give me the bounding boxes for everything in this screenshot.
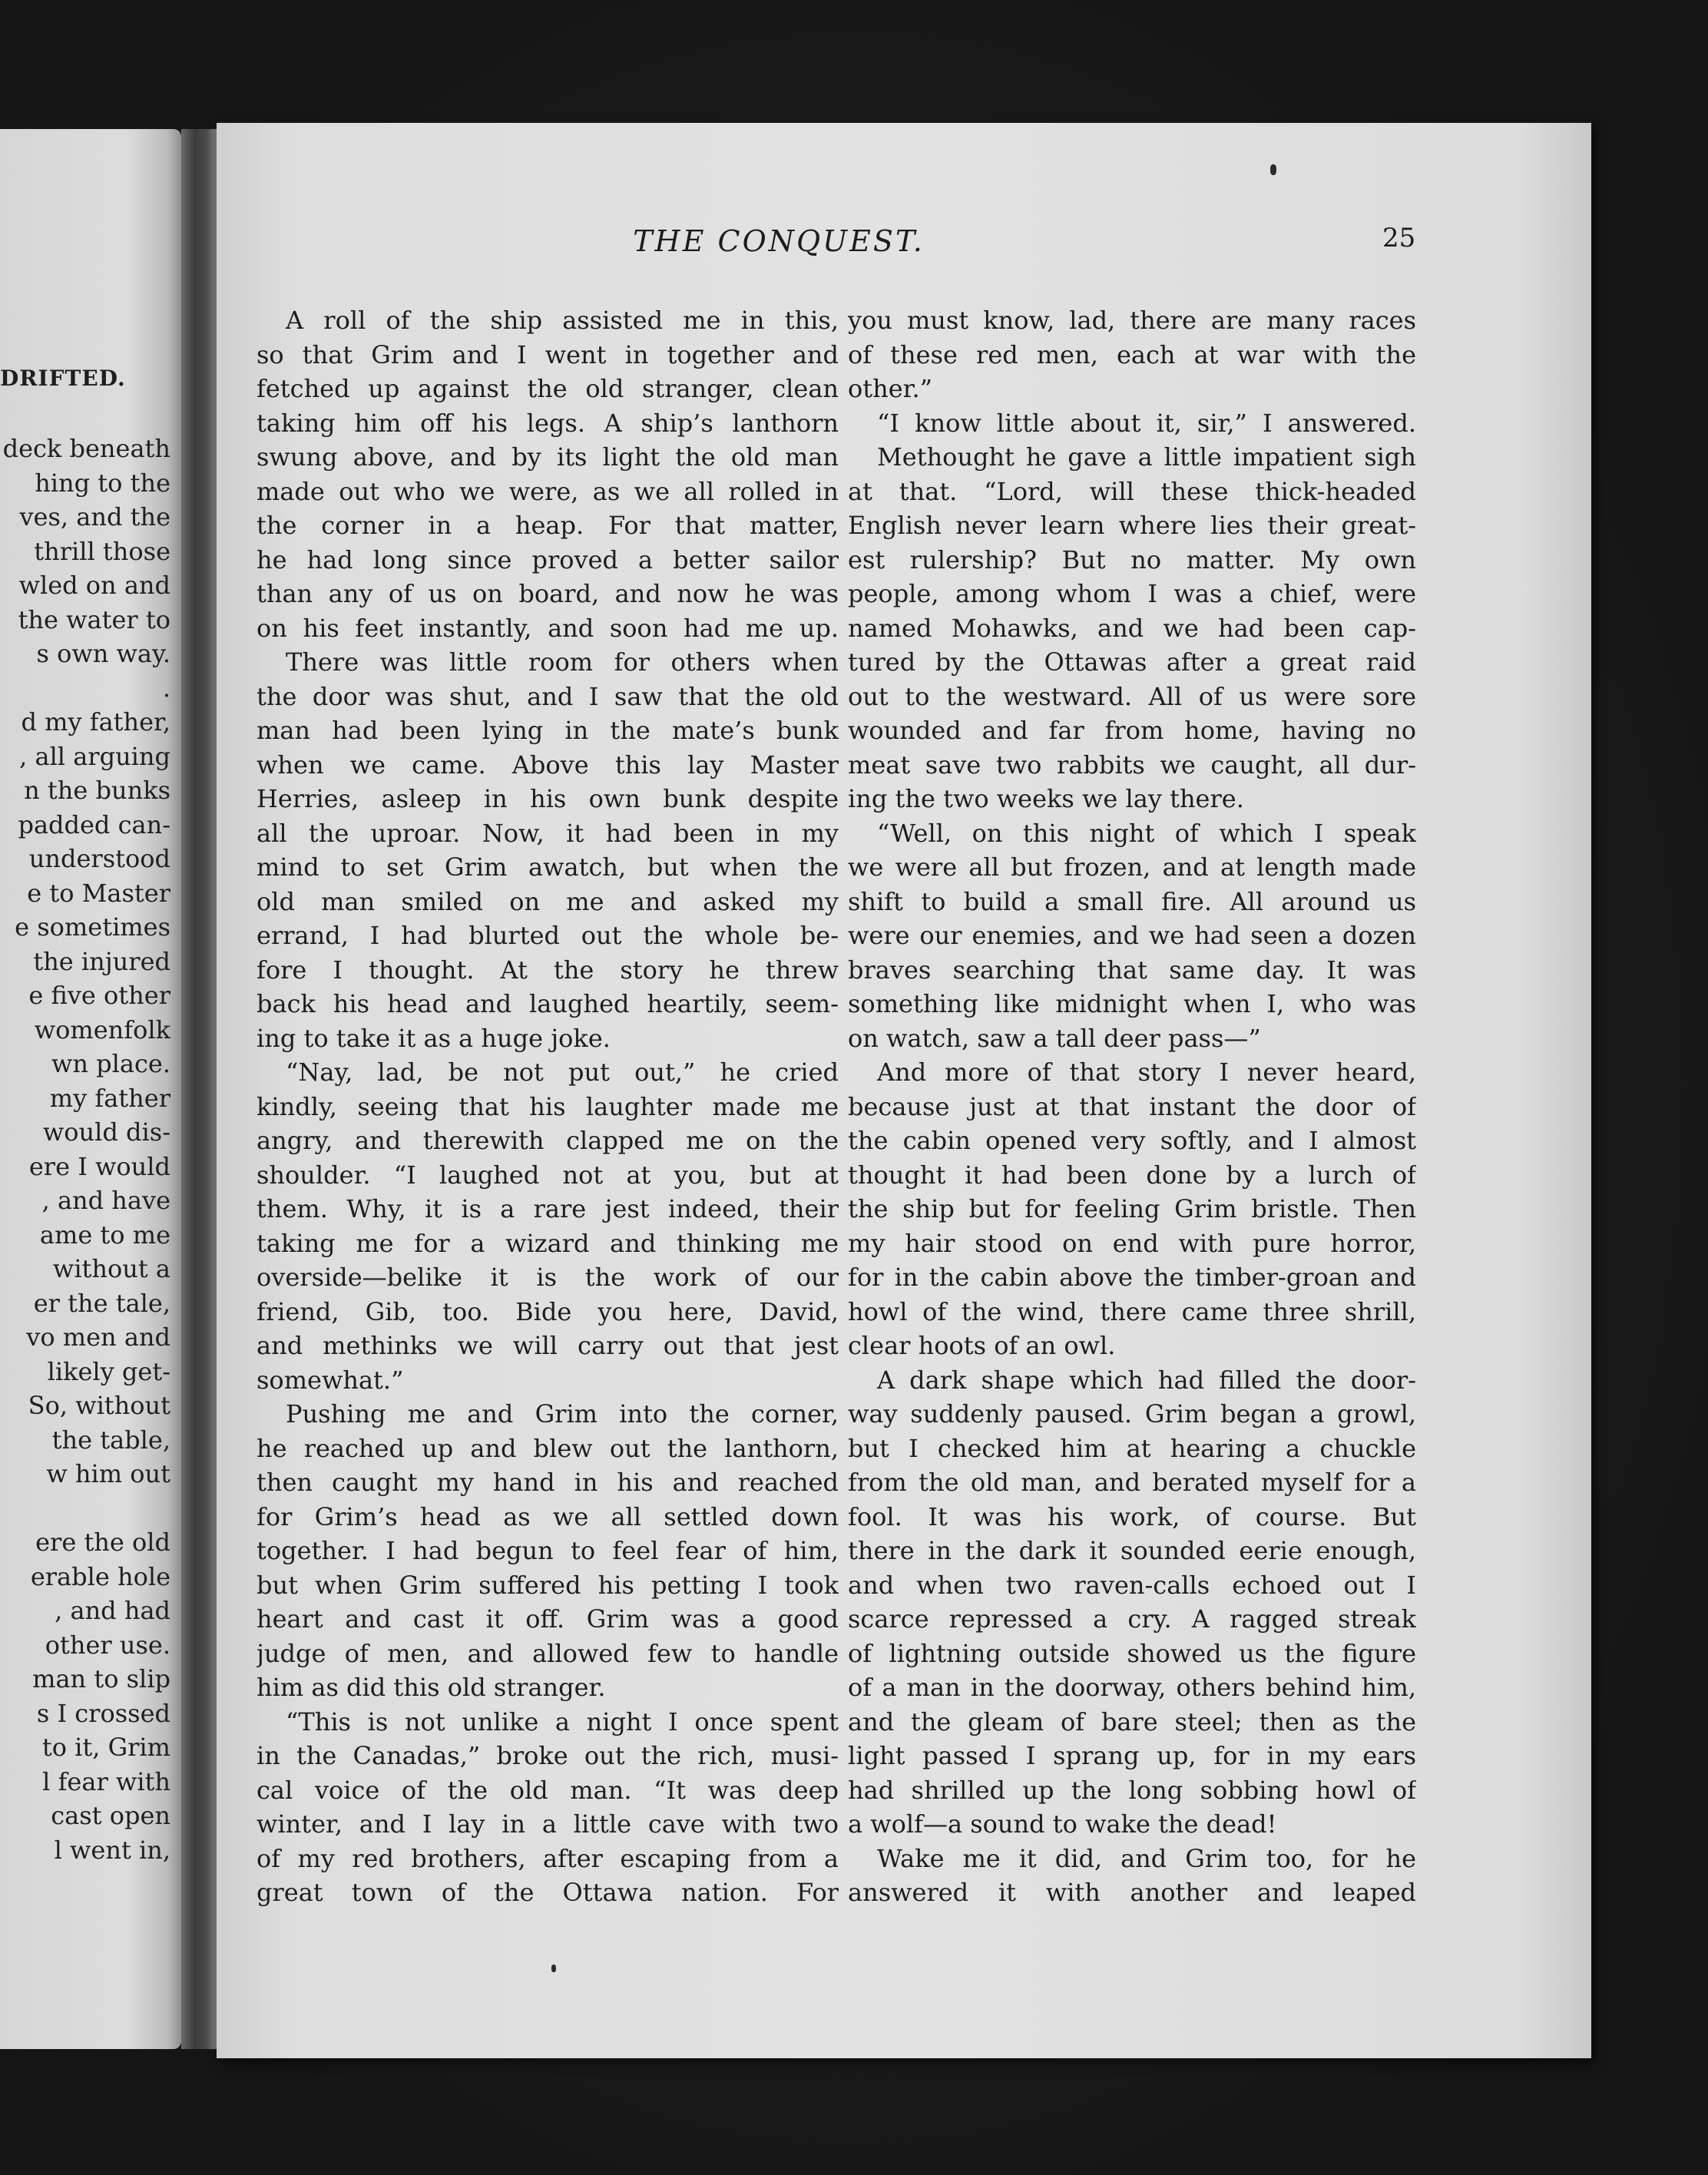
- previous-page-line: ere the old: [35, 1528, 170, 1557]
- text-line: together. I had begun to feel fear of him,: [257, 1536, 839, 1565]
- text-line: ing to take it as a huge joke.: [257, 1023, 611, 1053]
- previous-page-line: other use.: [45, 1630, 170, 1660]
- text-line: the cabin opened very softly, and I almost: [848, 1126, 1416, 1155]
- text-line: angry, and therewith clapped me on the: [257, 1126, 839, 1155]
- text-line: on watch, saw a tall deer pass—”: [848, 1023, 1261, 1053]
- text-line: so that Grim and I went in together and: [257, 339, 839, 369]
- text-line: of my red brothers, after escaping from a: [257, 1843, 839, 1873]
- ink-speck: [551, 1965, 556, 1972]
- text-line: “Nay, lad, be not put out,” he cried: [286, 1058, 839, 1087]
- previous-page-line: n the bunks: [24, 776, 170, 805]
- text-line: them. Why, it is a rare jest indeed, their: [257, 1194, 839, 1223]
- text-line: had shrilled up the long sobbing howl of: [848, 1775, 1416, 1805]
- text-line: people, among whom I was a chief, were: [848, 579, 1416, 608]
- text-line: for Grim’s head as we all settled down: [257, 1501, 839, 1531]
- previous-page-line: the table,: [51, 1425, 170, 1455]
- text-line: answered it with another and leaped: [848, 1878, 1416, 1907]
- text-line: and the gleam of bare steel; then as the: [848, 1707, 1416, 1736]
- previous-page-line: e sometimes: [15, 912, 170, 942]
- text-line: Herries, asleep in his own bunk despite: [257, 784, 839, 813]
- text-line: and when two raven-calls echoed out I: [848, 1570, 1416, 1600]
- text-line: “I know little about it, sir,” I answered.: [877, 408, 1416, 438]
- text-line: shoulder. “I laughed not at you, but at: [257, 1160, 839, 1190]
- previous-page: [0, 129, 181, 2049]
- previous-page-line: e to Master: [27, 878, 170, 908]
- text-line: clear hoots of an owl.: [848, 1331, 1116, 1360]
- text-line: because just at that instant the door of: [848, 1091, 1416, 1121]
- text-line: And more of that story I never heard,: [877, 1058, 1416, 1087]
- previous-page-line: womenfolk: [34, 1015, 170, 1044]
- text-line: other.”: [848, 374, 932, 403]
- text-line: were our enemies, and we had seen a dozen: [848, 921, 1416, 950]
- text-line: errand, I had blurted out the whole be-: [257, 921, 839, 950]
- text-line: English never learn where lies their great-: [848, 511, 1416, 540]
- previous-page-line: , and had: [55, 1596, 170, 1625]
- text-line: scarce repressed a cry. A ragged streak: [848, 1604, 1416, 1634]
- running-title: THE CONQUEST.: [633, 224, 925, 258]
- text-line: heart and cast it off. Grim was a good: [257, 1604, 839, 1634]
- previous-page-line: e five other: [28, 981, 170, 1010]
- text-line: winter, and I lay in a little cave with two: [257, 1809, 839, 1839]
- text-line: great town of the Ottawa nation. For: [257, 1878, 839, 1907]
- text-line: but when Grim suffered his petting I took: [257, 1570, 839, 1600]
- text-line: than any of us on board, and now he was: [257, 579, 839, 608]
- text-line: Pushing me and Grim into the corner,: [286, 1399, 839, 1428]
- previous-page-line: l fear with: [42, 1766, 170, 1796]
- previous-page-line: cast open: [51, 1801, 170, 1830]
- text-line: A dark shape which had filled the door-: [877, 1365, 1416, 1395]
- text-line: he had long since proved a better sailor: [257, 545, 839, 574]
- previous-page-line: the water to: [18, 604, 170, 634]
- text-line: from the old man, and berated myself for a: [848, 1468, 1416, 1497]
- text-line: but I checked him at hearing a chuckle: [848, 1433, 1416, 1463]
- text-line: him as did this old stranger.: [257, 1673, 606, 1702]
- text-line: shift to build a small fire. All around us: [848, 886, 1416, 916]
- text-line: wounded and far from home, having no: [848, 716, 1416, 745]
- text-line: fool. It was his work, of course. But: [848, 1501, 1416, 1531]
- text-line: judge of men, and allowed few to handle: [257, 1638, 839, 1668]
- text-line: in the Canadas,” broke out the rich, musi-: [257, 1741, 839, 1770]
- previous-page-line: erable hole: [30, 1561, 170, 1591]
- text-line: of these red men, each at war with the: [848, 339, 1416, 369]
- previous-page-line: , all arguing: [19, 741, 170, 771]
- previous-page-line: , and have: [41, 1186, 170, 1215]
- previous-page-line: the injured: [33, 946, 170, 976]
- previous-page-line: s own way.: [36, 639, 170, 668]
- text-line: light passed I sprang up, for in my ears: [848, 1741, 1416, 1770]
- text-line: of a man in the doorway, others behind him,: [848, 1673, 1416, 1702]
- text-line: for in the cabin above the timber-groan and: [848, 1263, 1416, 1292]
- text-line: when we came. Above this lay Master: [257, 750, 839, 780]
- text-line: ing the two weeks we lay there.: [848, 784, 1244, 813]
- text-line: taking him off his legs. A ship’s lanthorn: [257, 408, 839, 438]
- text-line: all the uproar. Now, it had been in my: [257, 818, 839, 848]
- text-line: my hair stood on end with pure horror,: [848, 1228, 1416, 1258]
- previous-page-text: [0, 432, 170, 1867]
- text-line: a wolf—a sound to wake the dead!: [848, 1809, 1277, 1839]
- previous-page-line: without a: [52, 1254, 170, 1283]
- text-line: named Mohawks, and we had been cap-: [848, 613, 1416, 643]
- text-line: thought it had been done by a lurch of: [848, 1160, 1416, 1190]
- previous-page-line: vo men and: [26, 1323, 170, 1352]
- text-line: way suddenly paused. Grim began a growl,: [848, 1399, 1416, 1428]
- previous-page-line: ves, and the: [19, 502, 170, 531]
- ink-speck: [1270, 164, 1276, 175]
- previous-page-line: ame to me: [39, 1220, 170, 1250]
- text-line: man had been lying in the mate’s bunk: [257, 716, 839, 745]
- text-line: on his feet instantly, and soon had me up.: [257, 613, 839, 643]
- previous-page-line: to it, Grim: [41, 1733, 170, 1762]
- text-line: kindly, seeing that his laughter made me: [257, 1091, 839, 1121]
- text-line: A roll of the ship assisted me in this,: [286, 306, 839, 335]
- text-line: made out who we were, as we all rolled in: [257, 476, 839, 506]
- text-line: and methinks we will carry out that jest: [257, 1331, 839, 1360]
- text-line: howl of the wind, there came three shrill,: [848, 1296, 1416, 1326]
- text-line: “Well, on this night of which I speak: [877, 818, 1416, 848]
- text-line: there in the dark it sounded eerie enough,: [848, 1536, 1416, 1565]
- book-gutter: [181, 129, 220, 2049]
- text-line: Methought he gave a little impatient sigh: [877, 442, 1416, 472]
- text-line: tured by the Ottawas after a great raid: [848, 647, 1416, 677]
- previous-page-line: d my father,: [21, 707, 170, 737]
- text-line: old man smiled on me and asked my: [257, 886, 839, 916]
- text-line: taking me for a wizard and thinking me: [257, 1228, 839, 1258]
- previous-page-line: padded can-: [18, 809, 170, 839]
- text-line: we were all but frozen, and at length made: [848, 852, 1416, 882]
- previous-page-line: my father: [49, 1083, 170, 1113]
- text-line: he reached up and blew out the lanthorn,: [257, 1433, 839, 1463]
- previous-page-line: hing to the: [35, 468, 170, 498]
- text-line: the ship but for feeling Grim bristle. Then: [848, 1194, 1416, 1223]
- text-line: of lightning outside showed us the figure: [848, 1638, 1416, 1668]
- previous-page-line: thrill those: [34, 536, 170, 566]
- text-line: swung above, and by its light the old man: [257, 442, 839, 472]
- page-number: 25: [1382, 223, 1416, 253]
- previous-page-line: likely get-: [47, 1356, 170, 1386]
- text-column-left: [257, 303, 839, 1910]
- previous-page-line: understood: [28, 844, 170, 873]
- text-line: mind to set Grim awatch, but when the: [257, 852, 839, 882]
- text-line: braves searching that same day. It was: [848, 955, 1416, 985]
- previous-page-line: deck beneath: [2, 434, 170, 463]
- text-line: Wake me it did, and Grim too, for he: [877, 1843, 1416, 1873]
- previous-page-line: l went in,: [54, 1835, 170, 1865]
- previous-page-line: er the tale,: [33, 1288, 170, 1318]
- text-line: at that. “Lord, will these thick-headed: [848, 476, 1416, 506]
- text-line: something like midnight when I, who was: [848, 989, 1416, 1018]
- previous-page-line: man to slip: [32, 1664, 170, 1693]
- text-line: back his head and laughed heartily, seem-: [257, 989, 839, 1018]
- text-line: overside—belike it is the work of our: [257, 1263, 839, 1292]
- previous-page-line: s I crossed: [36, 1698, 170, 1728]
- text-line: “This is not unlike a night I once spent: [286, 1707, 839, 1736]
- text-line: est rulership? But no matter. My own: [848, 545, 1416, 574]
- previous-page-line: wled on and: [18, 571, 170, 600]
- text-line: the door was shut, and I saw that the old: [257, 681, 839, 711]
- previous-page-line: w him out: [46, 1459, 170, 1488]
- previous-page-line: So, without: [28, 1391, 170, 1420]
- text-column-right: [848, 303, 1416, 1910]
- text-line: out to the westward. All of us were sore: [848, 681, 1416, 711]
- text-line: then caught my hand in his and reached: [257, 1468, 839, 1497]
- previous-page-line: .: [162, 673, 170, 703]
- previous-page-line: ere I would: [28, 1151, 170, 1181]
- previous-page-line: would dis-: [42, 1117, 170, 1147]
- text-line: There was little room for others when: [286, 647, 839, 677]
- text-line: you must know, lad, there are many races: [848, 306, 1416, 335]
- text-line: meat save two rabbits we caught, all dur-: [848, 750, 1416, 780]
- previous-page-line: [0, 1491, 170, 1526]
- text-line: cal voice of the old man. “It was deep: [257, 1775, 839, 1805]
- text-line: fetched up against the old stranger, clean: [257, 374, 839, 403]
- text-line: somewhat.”: [257, 1365, 404, 1395]
- previous-page-line: wn place.: [51, 1049, 170, 1078]
- text-line: friend, Gib, too. Bide you here, David,: [257, 1296, 839, 1326]
- text-line: the corner in a heap. For that matter,: [257, 511, 839, 540]
- previous-page-running-head: DRIFTED.: [0, 366, 126, 391]
- text-line: fore I thought. At the story he threw: [257, 955, 839, 985]
